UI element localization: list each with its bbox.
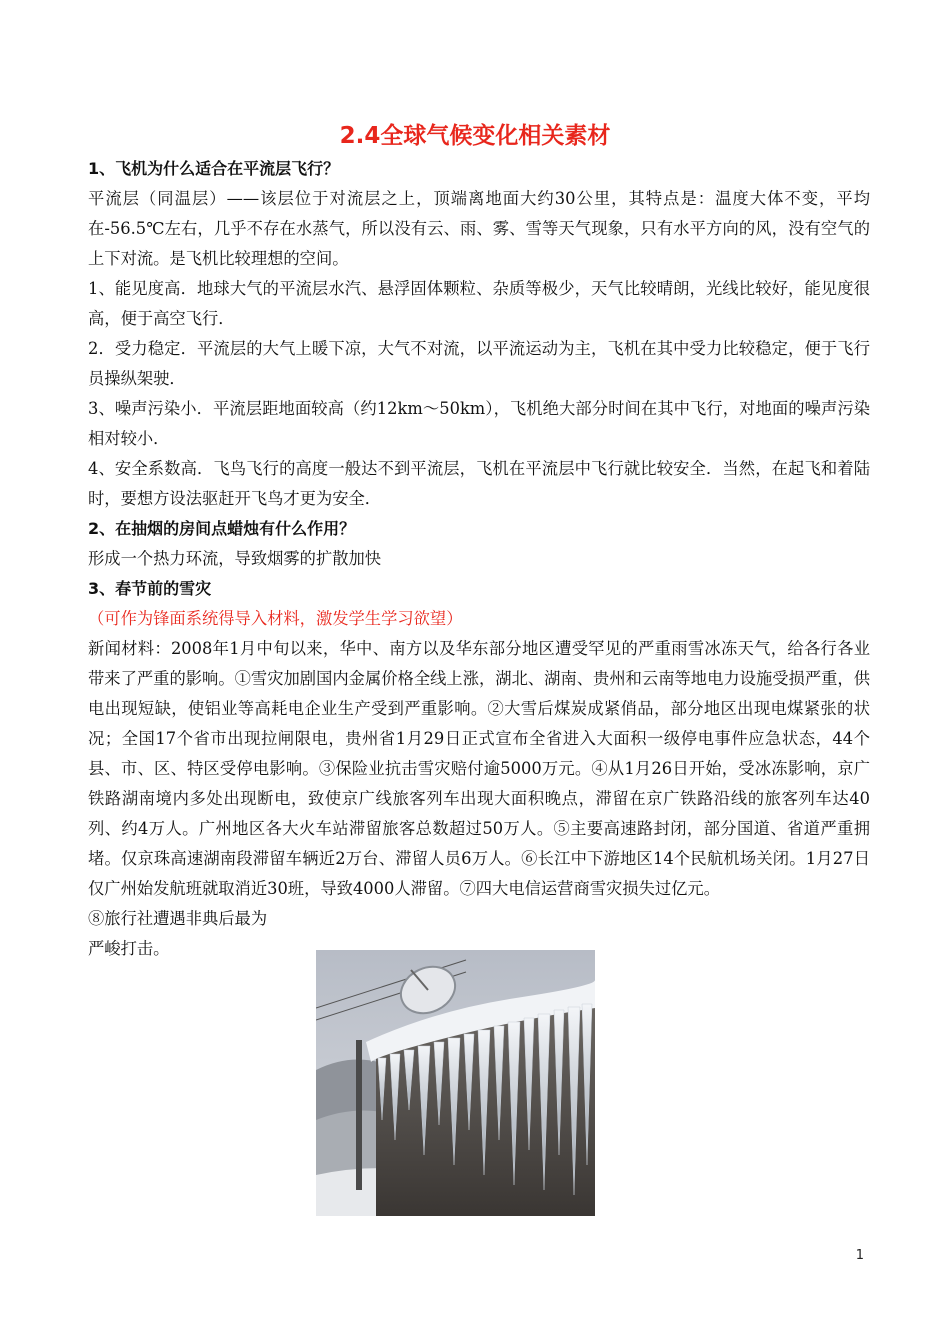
document-body xyxy=(88,154,870,964)
section-3-tail-line: 严峻打击。 xyxy=(88,939,170,958)
section-1-paragraph: 1、能见度高．地球大气的平流层水汽、悬浮固体颗粒、杂质等极少，天气比较晴朗，光线比较好，能见度很高，便于高空飞行． xyxy=(88,279,870,328)
section-1-paragraph: 平流层（同温层）——该层位于对流层之上，顶端离地面大约30公里，其特点是：温度大体不变，平均在-56.5℃左右，几乎不存在水蒸气，所以没有云、雨、雾、雪等天气现象，只有水平方向的风，没有空气的上下对流。是飞机比较理想的空间。 xyxy=(88,189,870,268)
section-2-heading: 2、在抽烟的房间点蜡烛有什么作用？ xyxy=(88,519,356,538)
section-2-paragraph: 形成一个热力环流，导致烟雾的扩散加快 xyxy=(88,549,382,568)
section-1-paragraph: 4、安全系数高．飞鸟飞行的高度一般达不到平流层，飞机在平流层中飞行就比较安全．当然，在起飞和着陆时，要想方设法驱赶开飞鸟才更为安全． xyxy=(88,459,870,508)
icicle-roof-illustration xyxy=(316,950,595,1216)
page-number: 1 xyxy=(855,1248,864,1263)
section-3-note: （可作为锋面系统得导入材料，激发学生学习欲望） xyxy=(88,609,463,628)
snow-disaster-photo xyxy=(316,950,595,1216)
section-1-heading: 1、飞机为什么适合在平流层飞行？ xyxy=(88,159,340,178)
section-1-paragraph: 2．受力稳定．平流层的大气上暖下凉，大气不对流，以平流运动为主，飞机在其中受力比较稳定，便于飞行员操纵架驶． xyxy=(88,339,870,388)
section-3-heading: 3、春节前的雪灾 xyxy=(88,579,212,598)
section-3-tail-line: ⑧旅行社遭遇非典后最为 xyxy=(88,909,268,928)
section-1-paragraph: 3、噪声污染小．平流层距地面较高（约12km～50km），飞机绝大部分时间在其中飞行，对地面的噪声污染相对较小． xyxy=(88,399,870,448)
section-3-paragraph: 新闻材料：2008年1月中旬以来，华中、南方以及华东部分地区遭受罕见的严重雨雪冰冻天气，给各行各业带来了严重的影响。①雪灾加剧国内金属价格全线上涨，湖北、湖南、贵州和云南等地电力设施受损严重，供电出现短缺，使铝业等高耗电企业生产受到严重影响。②大雪后煤炭成紧俏品，部分地区出现电煤紧张的状况；全国17个省市出现拉闸限电，贵州省1月29日正式宣布全省进入大面积一级停电事件应急状态，44个县、市、区、特区受停电影响。③保险业抗击雪灾赔付逾5000万元。④从1月26日开始，受冰冻影响，京广铁路湖南境内多处出现断电，致使京广线旅客列车出现大面积晚点，滞留在京广铁路沿线的旅客列车达40列、约4万人。广州地区各大火车站滞留旅客总数超过50万人。⑤主要高速路封闭，部分国道、省道严重拥堵。仅京珠高速湖南段滞留车辆近2万台、滞留人员6万人。⑥长江中下游地区14个民航机场关闭。1月27日仅广州始发航班就取消近30班，导致4000人滞留。⑦四大电信运营商雪灾损失过亿元。 xyxy=(88,639,871,898)
document-title: 2.4全球气候变化相关素材 xyxy=(339,123,611,149)
